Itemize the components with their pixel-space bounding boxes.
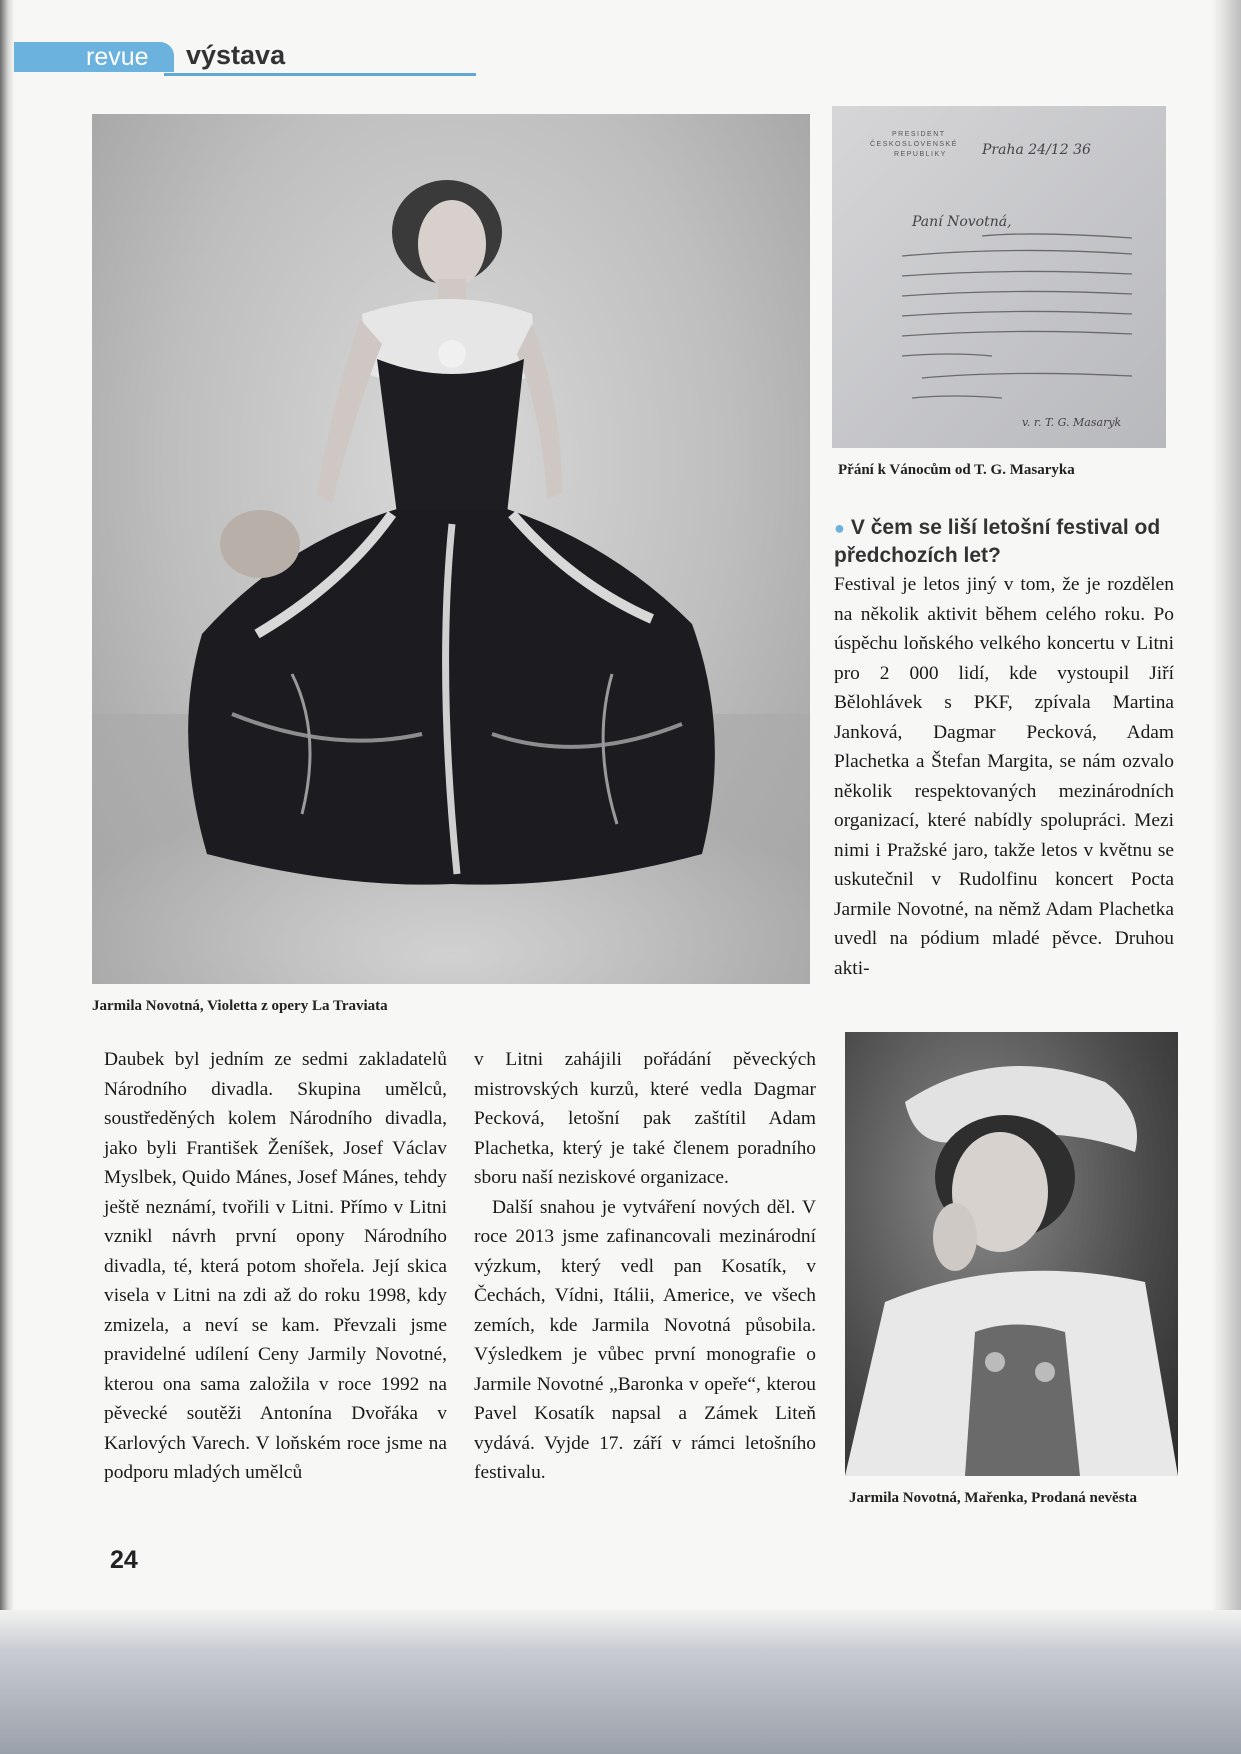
scan-bottom-strip [0,1610,1241,1754]
photo-marenka [845,1032,1178,1476]
question-text: V čem se liší letošní festival od předchozích let? [834,516,1161,567]
section-title: výstava [186,40,286,70]
section-header [14,42,466,78]
letter-signature: v. r. T. G. Masaryk [1022,416,1122,429]
page-gutter-shadow [0,0,14,1754]
caption-letter: Přání k Vánocům od T. G. Masaryka [838,462,1075,478]
photo-masaryk-letter [832,106,1166,448]
page-edge-shadow [1211,0,1241,1754]
caption-violetta: Jarmila Novotná, Violetta z opery La Traviata [92,998,388,1014]
letter-date: Praha 24/12 36 [982,142,1091,158]
paragraph: Další snahou je vytváření nových děl. V roce 2013 jsme zafinancovali mezinárodní výzkum, který vedl pan Kosatík, v Čechách, Vídni, Itálii, Americe, ve všech zemích, kde Jarmila Novotná působila. Výsledkem je vůbec první monografie o Jarmile Novotné „Baronka v opeře“, kterou Pavel Kosatík napsal a Zámek Liteň vydává. Vyjde 17. září v rámci letošního festivalu. [474,1196,816,1483]
letterhead-line: REPUBLIKY [894,151,947,158]
answer-column-right [834,570,1174,983]
paragraph: Festival je letos jiný v tom, že je rozdělen na několik aktivit během celého roku. Po úspěchu loňského velkého koncertu v Litni pro 2 000 lidí, kde vystoupil Jiří Bělohlávek s PKF, zpívala Martina Janková, Dagmar Pecková, Adam Plachetka a Štefan Margita, se nám ozvalo několik respektovaných mezinárodních organizací, které nabídly spolupráci. Mezi nimi i Pražské jaro, takže letos v květnu se uskutečnil v Rudolfinu koncert Pocta Jarmile Novotné, na němž Adam Plachetka uvedl na pódium mladé pěvce. Druhou akti- [834,574,1174,979]
article-column-b [474,1045,816,1488]
marenka-illustration [845,1032,1178,1476]
letterhead-line: PRESIDENT [892,131,946,138]
page-number: 24 [110,1546,138,1574]
violetta-illustration [92,114,810,984]
header-rule [164,73,476,76]
caption-marenka: Jarmila Novotná, Mařenka, Prodaná nevěsta [849,1490,1138,1506]
letterhead-line: ČESKOSLOVENSKÉ [870,141,958,148]
section-tab: revue [14,42,174,72]
bullet-icon: ● [834,518,845,538]
letter-illustration [832,106,1166,448]
interview-question [834,514,1174,570]
letter-salutation: Paní Novotná, [912,214,1012,230]
article-column-a [104,1045,447,1488]
paragraph: v Litni zahájili pořádání pěveckých mistrovských kurzů, které vedla Dagmar Pecková, letošní pak zaštítil Adam Plachetka, který je také členem poradního sboru naší neziskové organizace. [474,1049,816,1188]
paragraph: Daubek byl jedním ze sedmi zakladatelů Národního divadla. Skupina umělců, soustředěných kolem Národního divadla, jako byli František Ženíšek, Josef Václav Myslbek, Quido Mánes, Josef Mánes, tehdy ještě neznámí, tvořili v Litni. Přímo v Litni vznikl návrh první opony Národního divadla, té, která potom shořela. Její skica visela v Litni na zdi až do roku 1998, kdy zmizela, a neví se kam. Převzali jsme pravidelné udílení Ceny Jarmily Novotné, kterou ona sama založila v roce 1992 na pěvecké soutěži Antonína Dvořáka v Karlových Varech. V loňském roce jsme na podporu mladých umělců [104,1049,447,1483]
photo-violetta [92,114,810,984]
